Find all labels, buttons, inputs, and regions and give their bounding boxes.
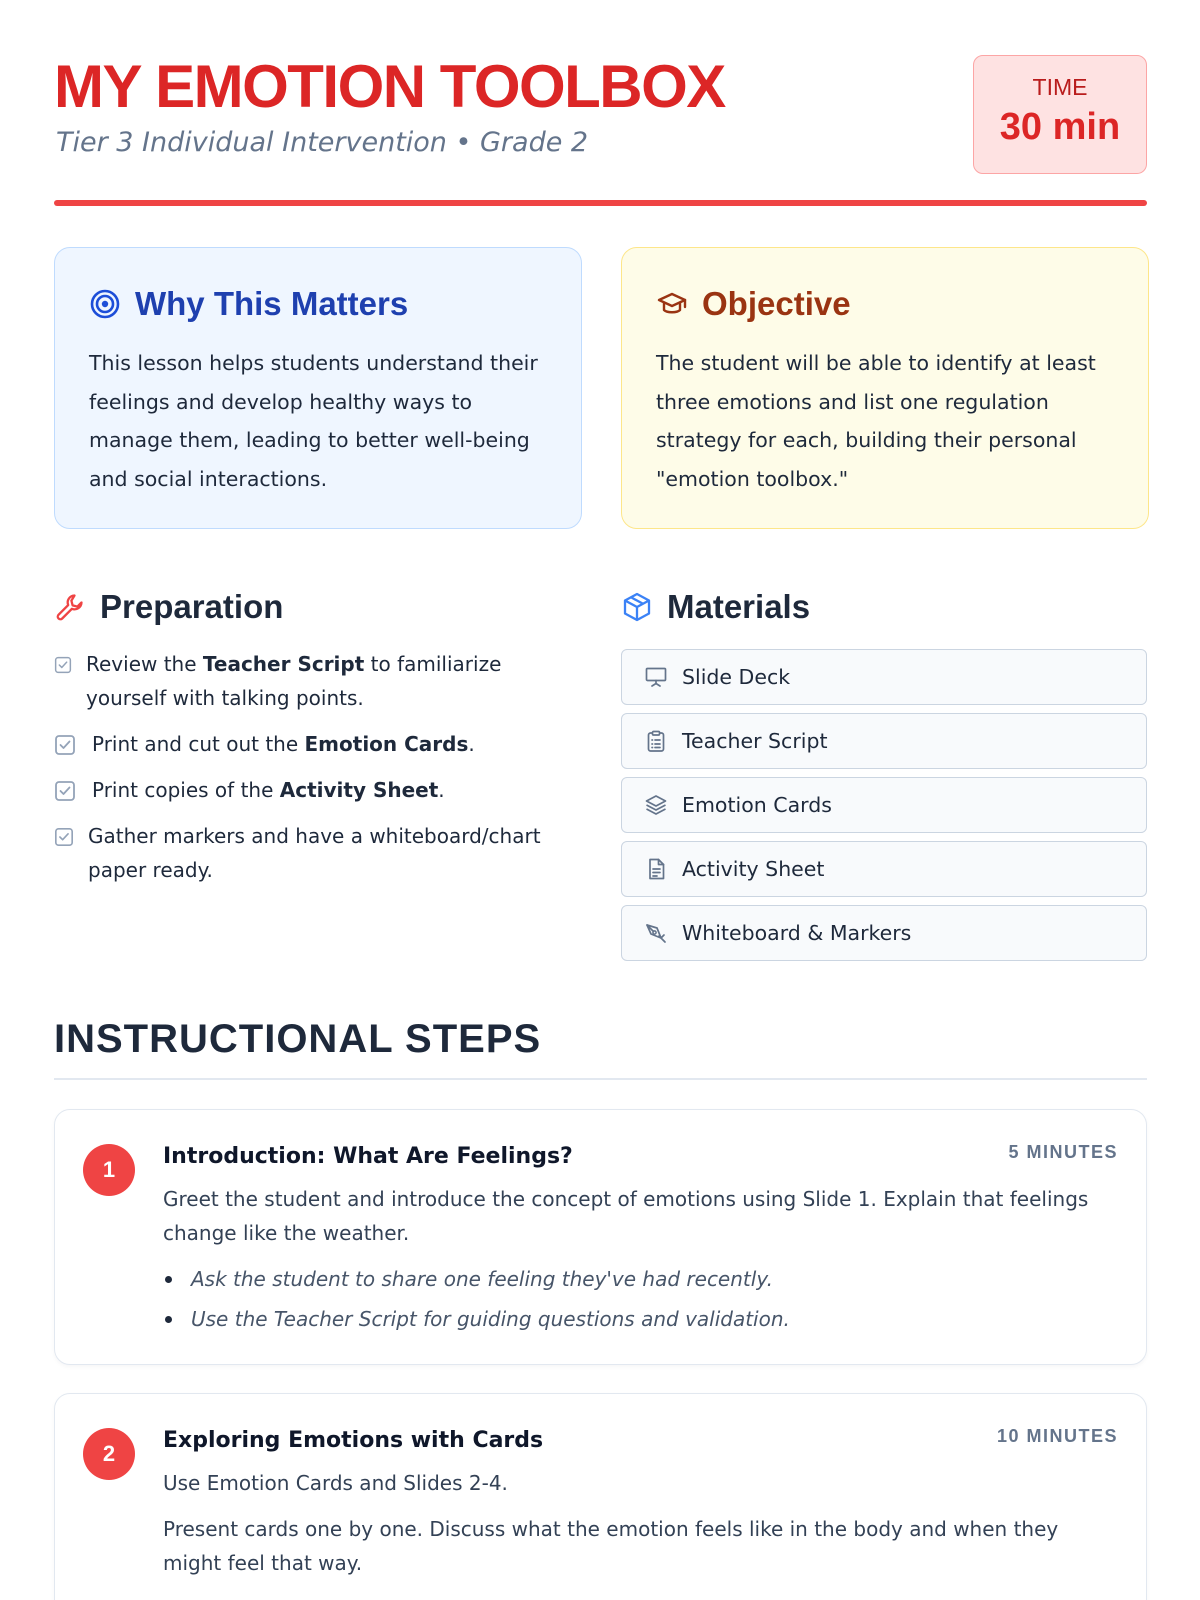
- step-card: [54, 1393, 1147, 1600]
- instructional-steps-title: INSTRUCTIONAL STEPS: [54, 1017, 542, 1061]
- prep-item-bold: Teacher Script: [202, 652, 365, 676]
- why-title: Why This Matters: [135, 285, 409, 322]
- material-label: Slide Deck: [682, 665, 791, 689]
- preparation-header: [54, 585, 283, 629]
- lesson-plan-page: [54, 0, 1147, 1600]
- header: [54, 53, 1147, 173]
- package-icon: [621, 591, 653, 623]
- material-label: Activity Sheet: [682, 857, 825, 881]
- material-item: [621, 841, 1147, 897]
- header-divider: [54, 200, 1147, 206]
- time-value: 30 min: [999, 106, 1121, 148]
- checkbox-checked-icon: [54, 734, 76, 756]
- time-badge: [973, 55, 1147, 174]
- prep-item: [54, 819, 574, 887]
- clipboard-icon: [644, 729, 668, 753]
- step-title: Exploring Emotions with Cards: [163, 1428, 544, 1453]
- step-body: [163, 1466, 1120, 1592]
- step-description: Use Emotion Cards and Slides 2-4.: [163, 1471, 508, 1495]
- materials-header: [621, 585, 810, 629]
- material-label: Emotion Cards: [682, 793, 832, 817]
- step-duration: 10 MINUTES: [996, 1426, 1118, 1446]
- why-card: [54, 247, 582, 529]
- pen-tool-icon: [644, 921, 668, 945]
- why-text: This lesson helps students understand their feelings and develop healthy ways to manage them, leading to better well-being and social interactions.: [89, 351, 538, 491]
- materials-title: Materials: [667, 588, 811, 625]
- preparation-title: Preparation: [100, 588, 284, 625]
- time-label: TIME: [1032, 74, 1088, 100]
- prep-item-bold: Activity Sheet: [279, 778, 439, 802]
- step-number-badge: 2: [83, 1428, 135, 1480]
- prep-item-text: to familiarize yourself with talking points.: [86, 652, 502, 710]
- materials-list: [621, 649, 1147, 969]
- objective-title: Objective: [702, 285, 851, 322]
- presentation-icon: [644, 665, 668, 689]
- prep-item: [54, 773, 574, 807]
- material-item: [621, 905, 1147, 961]
- graduation-cap-icon: [656, 288, 688, 320]
- step-bullet: Ask the student to share one feeling they've had recently.: [163, 1262, 1120, 1296]
- objective-text: The student will be able to identify at least three emotions and list one regulation strategy for each, building their personal "emotion toolbox.": [656, 351, 1096, 491]
- material-label: Whiteboard & Markers: [682, 921, 912, 945]
- step-duration: 5 MINUTES: [1008, 1142, 1118, 1162]
- objective-card: [621, 247, 1149, 529]
- checkbox-checked-icon: [54, 780, 76, 802]
- prep-item: [54, 727, 574, 761]
- step-body: [163, 1182, 1120, 1342]
- page-title: MY EMOTION TOOLBOX: [54, 53, 725, 120]
- step-card: [54, 1109, 1147, 1365]
- material-label: Teacher Script: [682, 729, 828, 753]
- prep-item: [54, 647, 574, 715]
- checkbox-checked-icon: [54, 656, 72, 674]
- step-title: Introduction: What Are Feelings?: [163, 1144, 573, 1169]
- target-icon: [89, 288, 121, 320]
- material-item: [621, 777, 1147, 833]
- preparation-list: [54, 647, 574, 899]
- prep-item-text: Print and cut out the: [92, 732, 305, 756]
- step-bullet-list: [163, 1262, 1120, 1336]
- step-number-badge: 1: [83, 1144, 135, 1196]
- page-subtitle: Tier 3 Individual Intervention • Grade 2: [56, 127, 589, 158]
- prep-item-text: Review the: [86, 652, 203, 676]
- step-description: Greet the student and introduce the concept of emotions using Slide 1. Explain that feelings change like the weather.: [163, 1187, 1089, 1245]
- layers-icon: [644, 793, 668, 817]
- objective-card-header: [656, 284, 851, 324]
- prep-item-text: Print copies of the: [92, 778, 280, 802]
- step-description: Present cards one by one. Discuss what the emotion feels like in the body and when they might feel that way.: [163, 1517, 1059, 1575]
- prep-item-bold: Emotion Cards: [304, 732, 469, 756]
- why-card-header: [89, 284, 408, 324]
- checkbox-checked-icon: [54, 827, 74, 847]
- prep-item-text: .: [468, 732, 475, 756]
- steps-divider: [54, 1078, 1147, 1080]
- prep-item-text: Gather markers and have a whiteboard/chart paper ready.: [88, 824, 541, 882]
- wrench-icon: [54, 591, 86, 623]
- prep-item-text: .: [438, 778, 445, 802]
- step-bullet: Use the Teacher Script for guiding questions and validation.: [163, 1302, 1120, 1336]
- material-item: [621, 713, 1147, 769]
- document-icon: [644, 857, 668, 881]
- material-item: [621, 649, 1147, 705]
